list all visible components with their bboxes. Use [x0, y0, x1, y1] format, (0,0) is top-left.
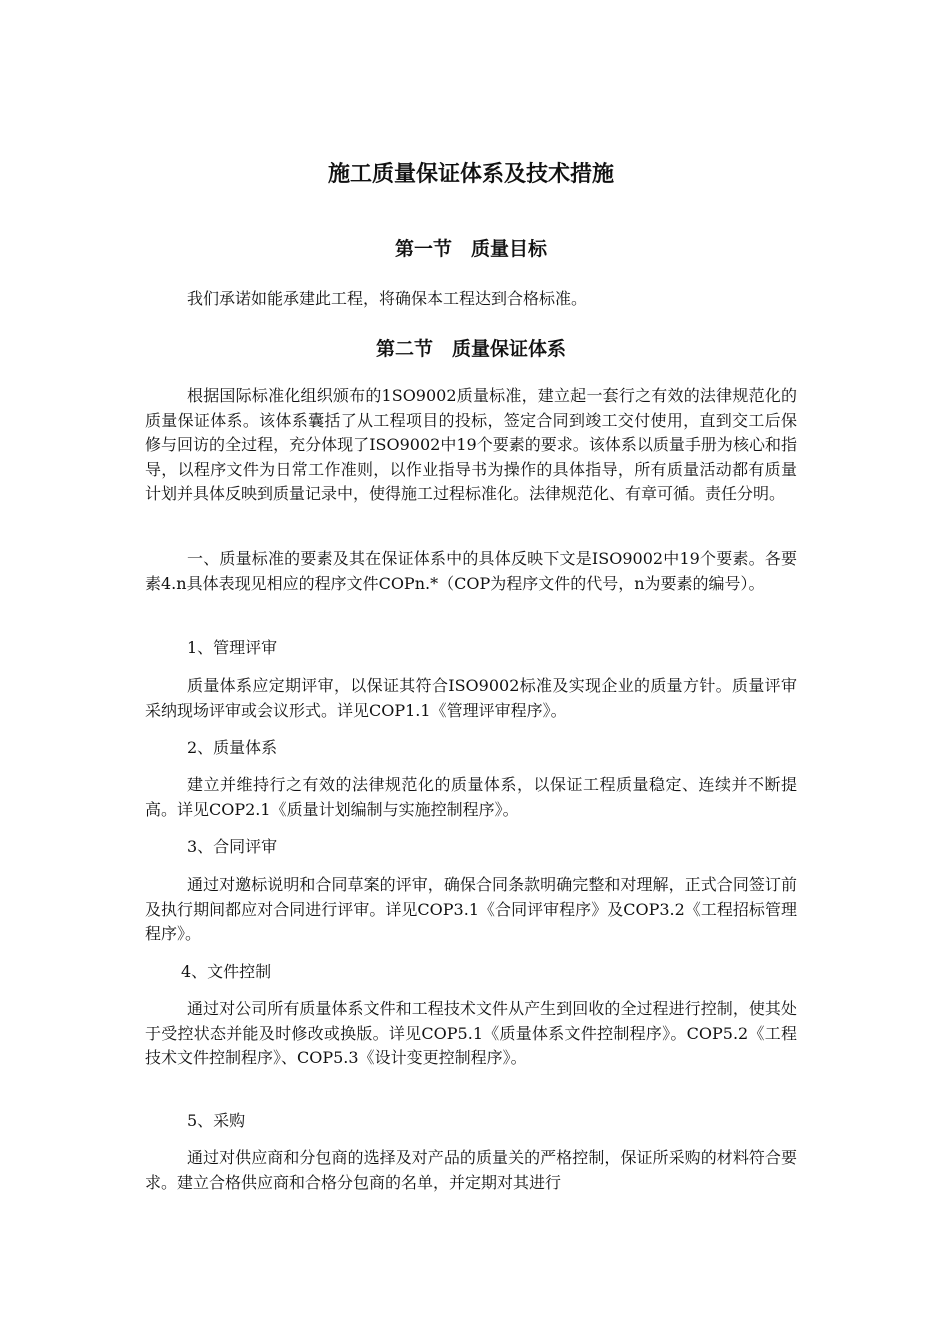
section1-text: 我们承诺如能承建此工程，将确保本工程达到合格标准。 [187, 289, 588, 308]
item-heading-purchasing: 5、采购 [187, 1111, 246, 1130]
item-heading-document-control: 4、文件控制 [181, 962, 272, 981]
item-heading-management-review: 1、管理评审 [187, 638, 278, 657]
quality-elements-paragraph: 一、质量标准的要素及其在保证体系中的具体反映下文是ISO9002中19个要素。各要素4.n具体表现见相应的程序文件COPn.*（COP为程序文件的代号，n为要素的编号）。 [145, 549, 797, 593]
item-heading-quality-system: 2、质量体系 [187, 738, 278, 757]
section1-heading: 第一节 质量目标 [394, 238, 547, 260]
item-text-quality-system: 建立并维持行之有效的法律规范化的质量体系，以保证工程质量稳定、连续并不断提高。详见COP2.1《质量计划编制与实施控制程序》。 [145, 775, 797, 819]
item-heading-contract-review: 3、合同评审 [187, 837, 278, 856]
item-text-document-control: 通过对公司所有质量体系文件和工程技术文件从产生到回收的全过程进行控制，使其处于受控状态并能及时修改或换版。详见COP5.1《质量体系文件控制程序》。COP5.2《工程技术文件控制程序》、COP5.3《设计变更控制程序》。 [145, 999, 797, 1067]
item-text-purchasing: 通过对供应商和分包商的选择及对产品的质量关的严格控制，保证所采购的材料符合要求。建立合格供应商和合格分包商的名单，并定期对其进行 [145, 1148, 797, 1192]
document-title: 施工质量保证体系及技术措施 [327, 162, 614, 187]
item-text-contract-review: 通过对邀标说明和合同草案的评审，确保合同条款明确完整和对理解，正式合同签订前及执行期间都应对合同进行评审。详见COP3.1《合同评审程序》及COP3.2《工程招标管理程序》。 [145, 875, 797, 943]
section2-intro-paragraph: 根据国际标准化组织颁布的1SO9002质量标准，建立起一套行之有效的法律规范化的质量保证体系。该体系囊括了从工程项目的投标，签定合同到竣工交付使用，直到交工后保修与回访的全过程，充分体现了ISO9002中19个要素的要求。该体系以质量手册为核心和指导，以程序文件为日常工作准则，以作业指导书为操作的具体指导，所有质量活动都有质量计划并具体反映到质量记录中，使得施工过程标准化。法律规范化、有章可循。责任分明。 [145, 386, 797, 503]
section2-heading: 第二节 质量保证体系 [375, 338, 566, 360]
item-text-management-review: 质量体系应定期评审，以保证其符合ISO9002标准及实现企业的质量方针。质量评审采纳现场评审或会议形式。详见COP1.1《管理评审程序》。 [145, 676, 797, 720]
